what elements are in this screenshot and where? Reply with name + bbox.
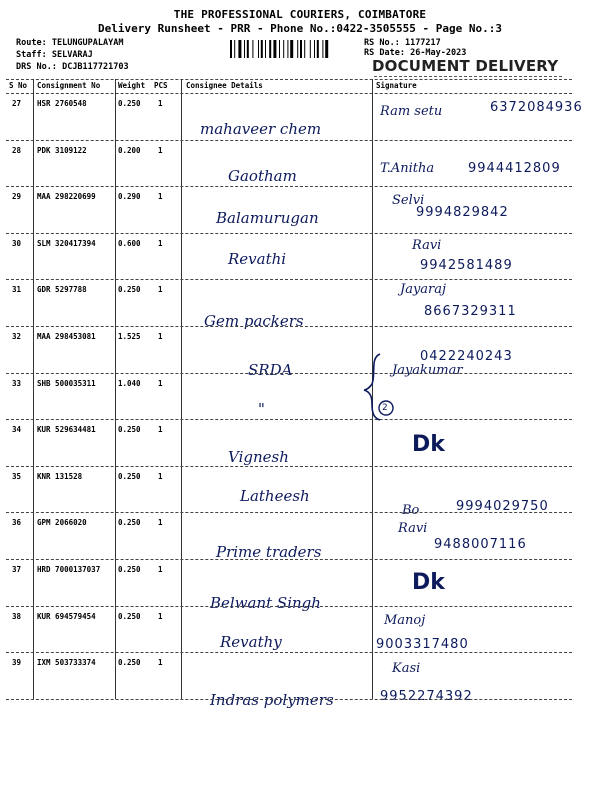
column-header-consignment: Consignment No (37, 81, 101, 90)
row-weight: 0.250 (118, 285, 141, 295)
row-sno: 38 (12, 611, 22, 621)
row-receiver-phone: 9942581489 (420, 257, 513, 273)
row-sno: 33 (12, 378, 22, 388)
staff-line (16, 50, 93, 60)
row-signature: Jayaraj (400, 282, 447, 298)
row-sno: 31 (12, 285, 22, 295)
stamp-underline (374, 76, 562, 77)
row-separator (6, 326, 572, 327)
row-sno: 27 (12, 99, 22, 108)
rs-date-value: 26-May-2023 (410, 48, 467, 58)
route-value: TELUNGUPALAYAM (51, 38, 124, 48)
row-weight: 0.250 (118, 565, 141, 574)
row-consignee-handwritten: Prime traders (216, 543, 322, 562)
row-consignment-no: SHB 500035311 (37, 378, 96, 388)
row-sno: 39 (12, 658, 22, 668)
row-pcs: 1 (158, 99, 163, 108)
column-header-sno: S No (9, 81, 28, 90)
row-consignee-handwritten: Vignesh (228, 448, 289, 467)
row-sno: 29 (12, 192, 22, 202)
row-sno: 30 (12, 238, 22, 248)
row-separator (6, 373, 572, 374)
staff-label: Staff: (16, 50, 47, 60)
route-line (16, 38, 124, 48)
row-weight: 0.250 (118, 99, 141, 108)
row-separator (6, 419, 572, 420)
row-consignee-handwritten: Balamurugan (216, 209, 319, 228)
row-sno: 34 (12, 425, 22, 435)
row-pcs: 1 (158, 332, 163, 341)
row-weight: 1.525 (118, 332, 141, 341)
row-consignment-no: MAA 298453081 (37, 332, 96, 341)
row-consignee-handwritten: Gem packers (204, 312, 304, 331)
row-pcs: 1 (158, 518, 163, 528)
row-receiver-phone: 9944412809 (468, 160, 561, 176)
row-separator (6, 140, 572, 141)
drs-line (16, 62, 129, 72)
rs-no-line (364, 38, 441, 48)
row-sno: 36 (12, 518, 22, 528)
row-consignee-handwritten: Revathy (220, 632, 282, 651)
row-signature: T.Anitha (380, 160, 435, 176)
row-consignee-handwritten: Revathi (228, 249, 287, 268)
bracket-count: 2 (382, 403, 388, 413)
row-sno: 32 (12, 332, 22, 341)
row-separator (6, 606, 572, 607)
row-consignment-no: GDR 5297788 (37, 285, 87, 295)
rs-no-label: RS No.: (364, 38, 400, 48)
document-delivery-stamp: DOCUMENT DELIVERY (372, 57, 559, 75)
row-pcs: 1 (158, 285, 163, 295)
drs-value: DCJB117721703 (62, 62, 129, 72)
row-receiver-phone: 6372084936 (490, 100, 583, 115)
row-separator (6, 559, 572, 560)
row-signature: Manoj (384, 612, 426, 628)
row-consignee-handwritten: " (258, 399, 265, 418)
staff-value: SELVARAJ (51, 50, 93, 60)
row-receiver-phone: 9488007116 (434, 537, 527, 553)
row-pcs: 1 (158, 145, 163, 155)
barcode-image (230, 40, 360, 58)
row-pcs: 1 (158, 192, 163, 202)
row-separator (6, 279, 572, 280)
row-separator (6, 512, 572, 513)
row-signature: Bo (402, 502, 420, 518)
row-receiver-phone: 8667329311 (424, 304, 517, 320)
row-consignment-no: HSR 2760548 (37, 99, 87, 108)
row-receiver-phone: 9994829842 (416, 205, 509, 221)
row-separator (6, 233, 572, 234)
row-consignee-handwritten: Gaotham (228, 166, 297, 185)
row-weight: 0.200 (118, 145, 141, 155)
row-separator (6, 699, 572, 700)
row-consignee-handwritten: Latheesh (240, 486, 310, 505)
row-receiver-phone: 0422240243 (420, 349, 513, 364)
row-weight: 0.250 (118, 658, 141, 668)
row-weight: 0.250 (118, 518, 141, 528)
row-pcs: 1 (158, 471, 163, 481)
row-consignment-no: MAA 298220699 (37, 192, 96, 202)
column-header-pcs: PCS (154, 81, 168, 90)
row-weight: 0.600 (118, 238, 141, 248)
row-signature: Kasi (392, 661, 421, 677)
row-weight: 0.250 (118, 425, 141, 435)
row-sno: 28 (12, 145, 22, 155)
row-separator (6, 186, 572, 187)
row-weight: 0.250 (118, 471, 141, 481)
column-header-consignee: Consignee Details (186, 81, 263, 90)
row-consignment-no: IXM 503733374 (37, 658, 96, 668)
row-signature: Selvi (392, 193, 425, 209)
row-consignee-handwritten: Belwant Singh (210, 594, 321, 612)
company-name: THE PROFESSIONAL COURIERS, COIMBATORE (173, 8, 427, 21)
row-separator (6, 652, 572, 653)
row-signature: Dk (412, 570, 445, 595)
row-pcs: 1 (158, 565, 163, 574)
row-signature: Jayakumar (392, 363, 463, 378)
row-signature: Dk (412, 432, 445, 458)
row-consignment-no: KUR 694579454 (37, 611, 96, 621)
runsheet-title: Delivery Runsheet - PRR - Phone No.:0422-3505555 - Page No.:3 (98, 22, 502, 35)
rs-no-value: 1177217 (404, 38, 441, 48)
column-header-weight: Weight (118, 81, 146, 90)
row-pcs: 1 (158, 425, 163, 435)
row-consignment-no: SLM 320417394 (37, 238, 96, 248)
row-weight: 1.040 (118, 378, 141, 388)
row-consignment-no: KUR 529634481 (37, 425, 96, 435)
row-pcs: 1 (158, 611, 163, 621)
table-header-rule (6, 93, 572, 94)
table-top-rule (6, 79, 572, 80)
drs-label: DRS No.: (16, 62, 57, 72)
row-separator (6, 466, 572, 467)
column-header-signature: Signature (376, 81, 417, 90)
row-signature: Ravi (398, 521, 428, 537)
row-pcs: 1 (158, 238, 163, 248)
row-consignee-handwritten: Indras polymers (210, 691, 334, 710)
rs-date-label: RS Date: (364, 48, 405, 58)
row-receiver-phone: 9994029750 (456, 498, 549, 514)
row-receiver-phone: 9003317480 (376, 636, 469, 652)
route-label: Route: (16, 38, 47, 48)
row-weight: 0.290 (118, 192, 141, 202)
row-sno: 35 (12, 471, 22, 481)
row-receiver-phone: 9952274392 (380, 689, 473, 705)
row-signature: Ram setu (380, 104, 443, 119)
row-consignee-handwritten: SRDA (248, 361, 293, 379)
row-signature: Ravi (412, 237, 442, 253)
row-consignment-no: PDK 3109122 (37, 145, 87, 155)
row-sno: 37 (12, 565, 22, 574)
row-weight: 0.250 (118, 611, 141, 621)
bracket-annotation (362, 352, 402, 428)
row-consignment-no: KNR 131528 (37, 471, 83, 481)
row-consignee-handwritten: mahaveer chem (200, 120, 322, 138)
row-pcs: 1 (158, 378, 163, 388)
row-consignment-no: HRD 7000137037 (37, 565, 101, 574)
row-pcs: 1 (158, 658, 163, 668)
row-consignment-no: GPM 2066020 (37, 518, 87, 528)
